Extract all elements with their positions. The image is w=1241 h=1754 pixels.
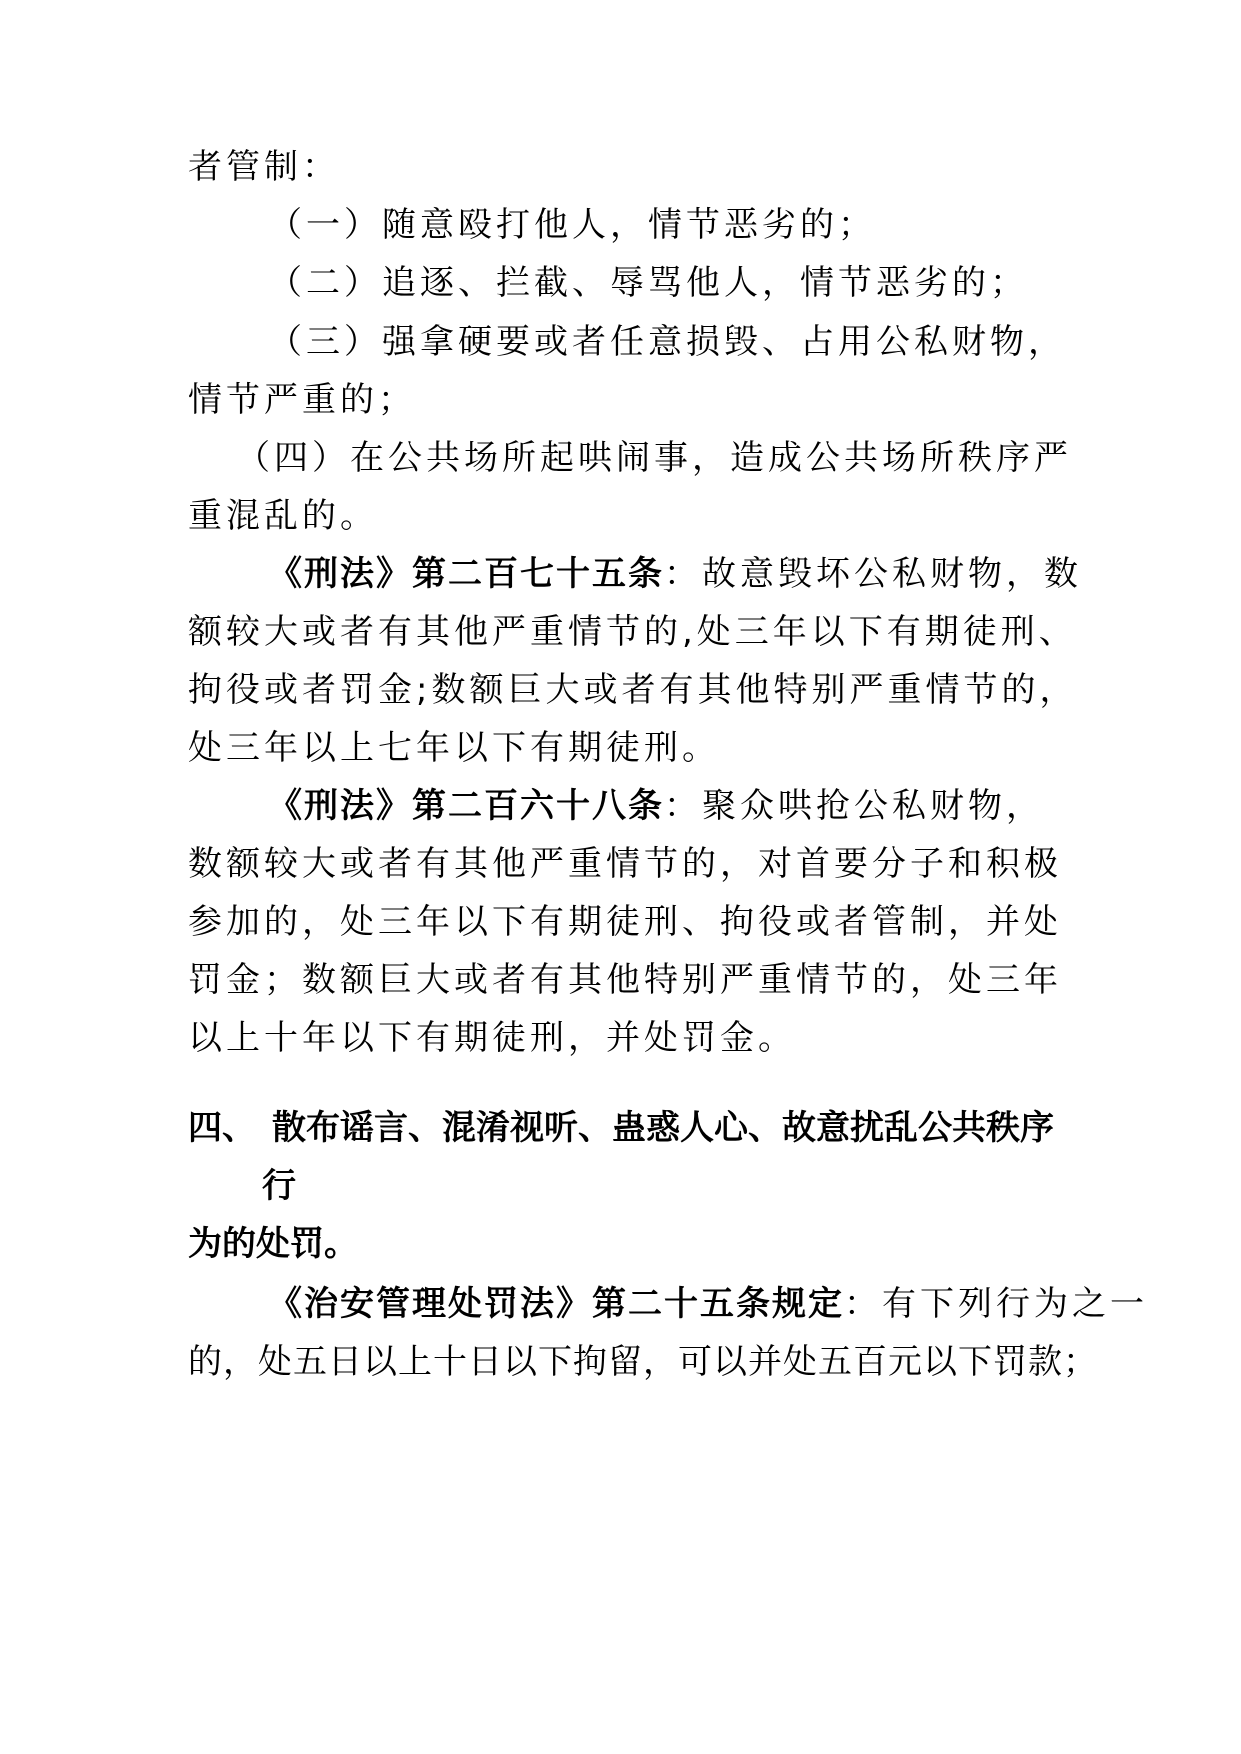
section-heading-continuation: 行 [262,1166,296,1206]
law-citation: 《刑法》第二百六十八条 [268,786,664,826]
text-line: 重混乱的。 [188,496,378,536]
text-line [268,1282,1148,1326]
text-line: 数额较大或者有其他严重情节的，对首要分子和积极 [188,844,1062,884]
law-citation: 《刑法》第二百七十五条 [268,554,664,594]
text-line: 者管制： [188,147,340,187]
section-heading: 散布谣言、混淆视听、蛊惑人心、故意扰乱公共秩序 [272,1108,1054,1148]
text-line [268,784,1068,828]
text-line: 参加的，处三年以下有期徒刑、拘役或者管制，并处 [188,902,1062,942]
text-line: 的，处五日以上十日以下拘留，可以并处五百元以下罚款； [188,1342,1098,1382]
text-line: 拘役或者罚金;数额巨大或者有其他特别严重情节的， [188,670,1078,710]
law-citation: 《治安管理处罚法》第二十五条规定 [268,1284,844,1324]
text-line [268,552,1082,596]
text-line: （一）随意殴打他人，情节恶劣的； [268,205,876,245]
text-line: （四）在公共场所起哄闹事，造成公共场所秩序严 [236,438,1072,478]
text-line: 罚金；数额巨大或者有其他特别严重情节的，处三年 [188,960,1062,1000]
text-line: （二）追逐、拦截、辱骂他人，情节恶劣的； [268,263,1028,303]
section-number: 四、 [188,1108,256,1148]
law-text: ：有下列行为之一 [844,1284,1148,1324]
text-line: 以上十年以下有期徒刑，并处罚金。 [188,1018,796,1058]
law-text: ：故意毁坏公私财物，数 [664,554,1082,594]
law-text: ：聚众哄抢公私财物， [664,786,1044,826]
text-line: 情节严重的； [188,380,416,420]
text-line: （三）强拿硬要或者任意损毁、占用公私财物， [268,322,1066,362]
text-line: 额较大或者有其他严重情节的,处三年以下有期徒刑、 [188,612,1077,652]
text-line: 处三年以上七年以下有期徒刑。 [188,728,720,768]
section-heading-continuation: 为的处罚。 [188,1224,358,1264]
